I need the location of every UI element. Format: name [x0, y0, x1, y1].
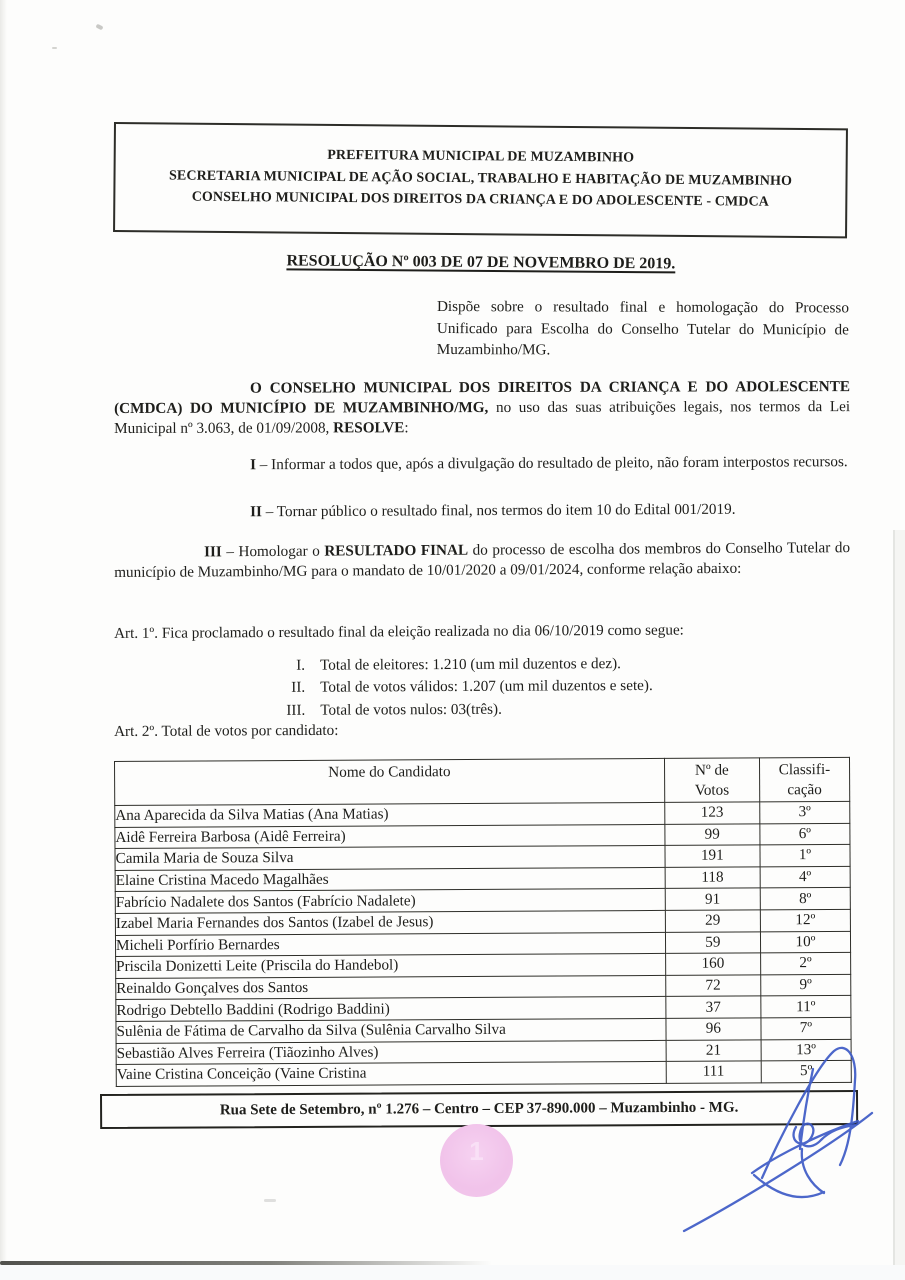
totals-item-number: III.	[286, 701, 306, 719]
item-3-bold-final-result: RESULTADO FINAL	[324, 541, 469, 560]
item-2-text: – Tornar público o resultado final, nos termos do item 10 do Edital 001/2019.	[261, 500, 736, 521]
scan-speck	[52, 47, 57, 49]
candidate-name: Rodrigo Debtello Baddini (Rodrigo Baddini)	[116, 997, 666, 1022]
totals-item-text: Total de votos válidos: 1.207 (um mil duzentos e sete).	[320, 677, 653, 696]
candidate-classification: 1º	[760, 845, 850, 867]
letterhead-line-3: CONSELHO MUNICIPAL DOS DIREITOS DA CRIANÇA E DO ADOLESCENTE - CMDCA	[191, 189, 769, 210]
candidate-classification: 12º	[760, 909, 850, 931]
candidate-classification: 4º	[760, 866, 850, 888]
candidate-votes: 29	[665, 910, 760, 932]
preamble-normal: no uso das suas atribuições legais, nos termos da Lei Municipal nº 3.063, de 01/09/2008,	[114, 397, 851, 437]
candidate-classification: 6º	[760, 823, 850, 845]
item-3-text-post: do processo de escolha dos membros do Conselho Tutelar do município de Muzambinho/MG para o mandato de 10/01/2020 a 09/01/2024, conforme relação abaixo:	[114, 539, 851, 581]
article-2: Art. 2º. Total de votos por candidato:	[114, 721, 339, 740]
candidate-name: Sulênia de Fátima de Carvalho da Silva (Sulênia Carvalho Silva	[116, 1018, 666, 1043]
article-1: Art. 1º. Fica proclamado o resultado final da eleição realizada no dia 06/10/2019 como segue:	[114, 621, 684, 642]
scan-speck	[264, 1199, 276, 1202]
totals-item	[258, 675, 653, 699]
candidate-votes: 99	[665, 823, 760, 845]
totals-item	[258, 698, 653, 722]
header-class-line2: cação	[787, 781, 822, 799]
candidate-name: Micheli Porfírio Bernardes	[115, 932, 665, 957]
candidate-votes: 111	[666, 1061, 761, 1083]
candidate-classification: 8º	[760, 888, 850, 910]
resolve-item-3	[114, 538, 850, 582]
candidate-name: Elaine Cristina Macedo Magalhães	[115, 867, 665, 892]
totals-item-text: Total de votos nulos: 03(três).	[320, 700, 502, 719]
candidate-classification: 2º	[760, 953, 850, 975]
candidate-name: Vaine Cristina Conceição (Vaine Cristina	[116, 1062, 666, 1087]
candidate-name: Reinaldo Gonçalves dos Santos	[116, 975, 666, 1000]
candidate-votes: 118	[665, 867, 760, 889]
item-3-number: III	[204, 543, 222, 561]
item-1-text: – Informar a todos que, após a divulgação do resultado de pleito, não foram interpostos recursos.	[255, 453, 848, 474]
candidate-name: Camila Maria de Souza Silva	[115, 846, 665, 871]
candidate-votes: 37	[666, 996, 761, 1018]
item-3-text-pre: – Homologar o	[221, 542, 325, 561]
scan-bottom-edge-line	[0, 1261, 492, 1265]
candidate-classification: 5º	[761, 1061, 851, 1083]
page-number-badge	[440, 1124, 513, 1197]
totals-item-number: II.	[291, 679, 306, 697]
candidate-name: Ana Aparecida da Silva Matias (Ana Matias)	[115, 802, 665, 827]
letterhead-line-2: SECRETARIA MUNICIPAL DE AÇÃO SOCIAL, TRABALHO E HABITAÇÃO DE MUZAMBINHO	[169, 167, 793, 189]
header-votes-line1: Nº de	[694, 761, 729, 779]
preamble-paragraph	[114, 377, 850, 438]
totals-item-text: Total de eleitores: 1.210 (um mil duzentos e dez).	[320, 655, 622, 674]
scan-left-edge	[0, 0, 7, 1280]
header-candidate-name: Nome do Candidato	[115, 758, 665, 805]
resolve-item-1	[114, 452, 850, 476]
header-class-line1: Classifi-	[778, 761, 831, 779]
epigraph: Dispõe sobre o resultado final e homologação do Processo Unificado para Escolha do Conselho Tutelar do Município de Muzambinho/MG.	[436, 298, 849, 359]
candidate-name: Sebastião Alves Ferreira (Tiãozinho Alves)	[116, 1040, 666, 1065]
preamble-resolve: RESOLVE	[333, 418, 405, 437]
header-votes	[664, 758, 759, 803]
candidate-classification: 9º	[761, 974, 851, 996]
scan-speck	[95, 24, 103, 31]
header-classification	[759, 757, 849, 802]
candidate-classification: 13º	[761, 1039, 851, 1061]
candidate-classification: 10º	[760, 931, 850, 953]
totals-item	[258, 653, 653, 677]
candidate-name: Fabrício Nadalete dos Santos (Fabrício Nadalete)	[115, 889, 665, 914]
footer-address-box: Rua Sete de Setembro, nº 1.276 – Centro – CEP 37-890.000 – Muzambinho - MG.	[100, 1090, 858, 1129]
candidate-classification: 11º	[761, 996, 851, 1018]
candidate-votes: 91	[665, 888, 760, 910]
page-number: 1	[469, 1136, 484, 1166]
totals-item-number: I.	[296, 656, 306, 674]
candidate-name: Priscila Donizetti Leite (Priscila do Handebol)	[116, 954, 666, 979]
candidate-classification: 7º	[761, 1017, 851, 1039]
candidate-votes: 96	[666, 1018, 761, 1040]
header-votes-line2: Votos	[694, 781, 730, 799]
document-title: RESOLUÇÃO Nº 003 DE 07 DE NOVEMBRO DE 2019.	[286, 252, 676, 273]
scan-bottom-strip	[0, 1265, 905, 1280]
letterhead-box	[113, 122, 848, 238]
totals-list	[258, 653, 653, 722]
candidate-votes: 160	[665, 953, 760, 975]
signature	[682, 1025, 905, 1240]
resolve-item-2	[114, 499, 850, 523]
preamble-bold-lead: O CONSELHO MUNICIPAL DOS DIREITOS DA CRIANÇA E DO ADOLESCENTE (CMDCA) DO MUNICÍPIO DE MUZAMBINHO/MG,	[114, 378, 851, 417]
item-2-number: II	[250, 503, 262, 521]
item-1-number: I	[250, 456, 257, 474]
candidate-votes: 21	[666, 1039, 761, 1061]
letterhead-line-1: PREFEITURA MUNICIPAL DE MUZAMBINHO	[327, 147, 635, 166]
preamble-colon: :	[404, 418, 409, 436]
candidate-votes: 191	[665, 845, 760, 867]
candidate-classification: 3º	[760, 801, 850, 823]
candidate-name: Aidê Ferreira Barbosa (Aidê Ferreira)	[115, 824, 665, 849]
candidate-votes: 72	[665, 975, 760, 997]
candidate-name: Izabel Maria Fernandes dos Santos (Izabel de Jesus)	[115, 910, 665, 935]
candidate-votes: 123	[664, 802, 759, 824]
results-table-header-row	[115, 757, 850, 805]
candidate-votes: 59	[665, 931, 760, 953]
